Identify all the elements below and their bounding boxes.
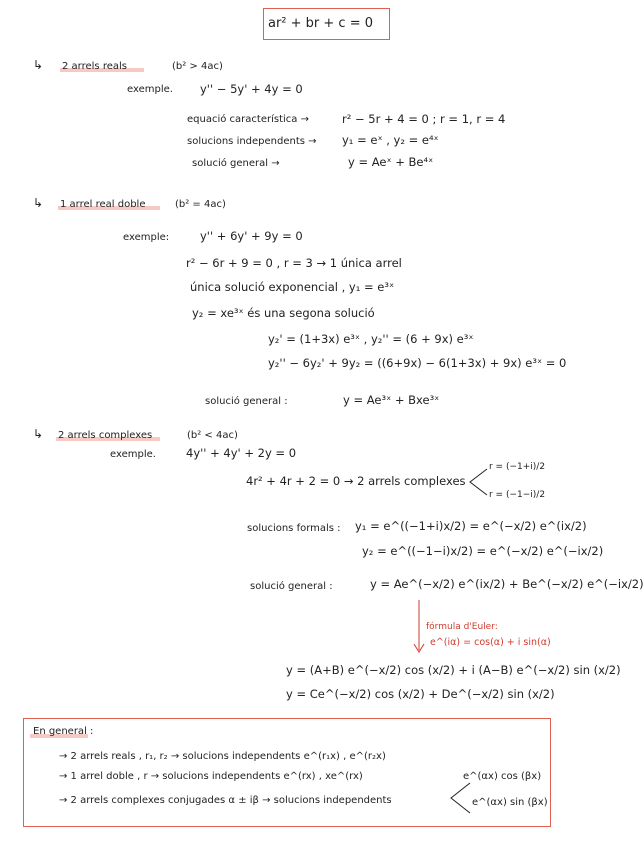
s1-l1-val: r² − 5r + 4 = 0 ; r = 1, r = 4: [342, 112, 506, 126]
s2-example-eq: y'' + 6y' + 9y = 0: [200, 229, 303, 243]
s1-example-label: exemple.: [127, 84, 173, 95]
s2-title: 1 arrel real doble: [60, 199, 146, 210]
branch-icon: [467, 466, 489, 498]
s2-condition: (b² = 4ac): [175, 199, 226, 210]
s1-example-eq: y'' − 5y' + 4y = 0: [200, 82, 303, 96]
return-arrow-icon: ↳: [33, 58, 44, 72]
s2-gen-label: solució general :: [205, 396, 288, 407]
s1-l2-label: solucions independents →: [187, 136, 317, 147]
s3-sf-label: solucions formals :: [247, 523, 341, 534]
general-equation: ar² + br + c = 0: [268, 16, 374, 31]
s3-y2: y₂ = e^((−1−i)x/2) = e^(−x/2) e^(−ix/2): [362, 544, 604, 558]
s3-f1: y = (A+B) e^(−x/2) cos (x/2) + i (A−B) e^(−x/2) sin (x/2): [286, 663, 621, 677]
s2-l1: r² − 6r + 9 = 0 , r = 3 → 1 única arrel: [186, 256, 402, 270]
s1-l3-label: solució general →: [192, 158, 280, 169]
s3-char: 4r² + 4r + 2 = 0 → 2 arrels complexes: [246, 474, 466, 488]
down-arrow-icon: [412, 598, 426, 658]
s2-l5: y₂'' − 6y₂' + 9y₂ = ((6+9x) − 6(1+3x) + 9x) e³ˣ = 0: [268, 356, 567, 370]
s2-example-label: exemple:: [123, 232, 170, 243]
s1-l3-val: y = Aeˣ + Be⁴ˣ: [348, 155, 434, 169]
general-row3: → 2 arrels complexes conjugades α ± iβ → solucions independents: [59, 795, 392, 806]
general-row2: → 1 arrel doble , r → solucions independents e^(rx) , xe^(rx): [59, 771, 363, 782]
s3-example-eq: 4y'' + 4y' + 2y = 0: [186, 446, 297, 460]
return-arrow-icon: ↳: [33, 427, 44, 441]
s3-gen-label: solució general :: [250, 581, 333, 592]
s3-f2: y = Ce^(−x/2) cos (x/2) + De^(−x/2) sin (x/2): [286, 687, 555, 701]
general-row1: → 2 arrels reals , r₁, r₂ → solucions independents e^(r₁x) , e^(r₂x): [59, 751, 386, 762]
branch-icon: [448, 780, 472, 816]
general-c1: e^(αx) cos (βx): [463, 771, 542, 782]
s3-example-label: exemple.: [110, 449, 156, 460]
s2-gen-val: y = Ae³ˣ + Bxe³ˣ: [343, 393, 440, 407]
s3-condition: (b² < 4ac): [187, 430, 238, 441]
s3-title: 2 arrels complexes: [58, 430, 153, 441]
s1-condition: (b² > 4ac): [172, 61, 223, 72]
s2-l3: y₂ = xe³ˣ és una segona solució: [192, 306, 375, 320]
return-arrow-icon: ↳: [33, 196, 44, 210]
general-title: En general :: [33, 726, 94, 737]
s3-root1: r = (−1+i)/2: [489, 462, 546, 472]
s1-title: 2 arrels reals: [62, 61, 127, 72]
s2-l4: y₂' = (1+3x) e³ˣ , y₂'' = (6 + 9x) e³ˣ: [268, 332, 474, 346]
s3-y1: y₁ = e^((−1+i)x/2) = e^(−x/2) e^(ix/2): [355, 519, 587, 533]
s2-l2: única solució exponencial , y₁ = e³ˣ: [190, 280, 395, 294]
s1-l2-val: y₁ = eˣ , y₂ = e⁴ˣ: [342, 133, 439, 147]
euler-label: fórmula d'Euler:: [426, 622, 498, 632]
general-c2: e^(αx) sin (βx): [472, 797, 548, 808]
s1-l1-label: equació característica →: [187, 114, 309, 125]
euler-formula: e^(iα) = cos(α) + i sin(α): [430, 637, 551, 648]
s3-root2: r = (−1−i)/2: [489, 490, 546, 500]
s3-gen-val: y = Ae^(−x/2) e^(ix/2) + Be^(−x/2) e^(−ix/2): [370, 577, 644, 591]
